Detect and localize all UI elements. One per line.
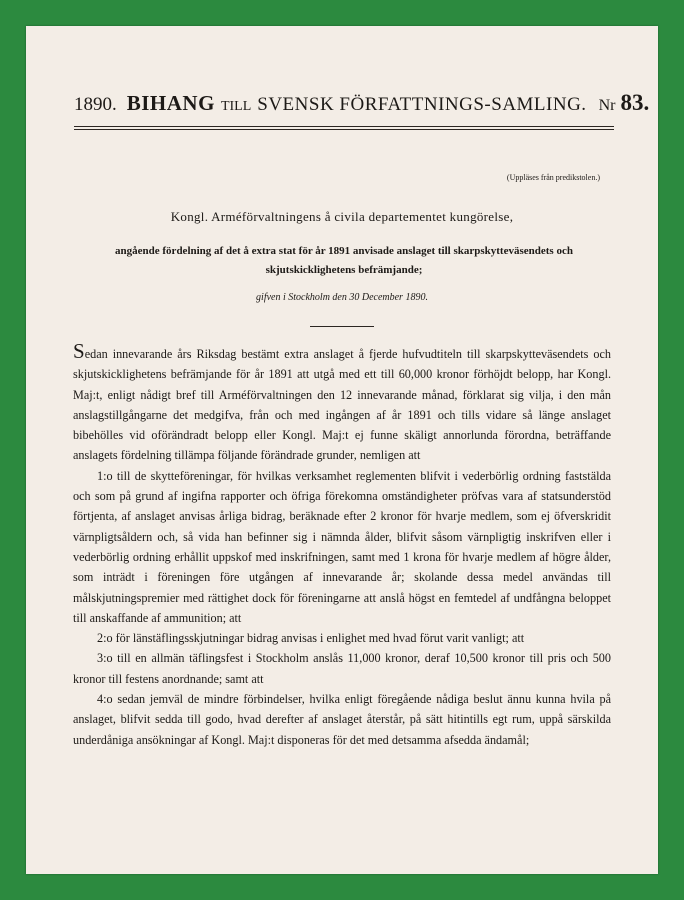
masthead-year: 1890.: [74, 94, 117, 115]
paragraph-4: 4:o sedan jemväl de mindre förbindelser, hvilka enligt föregående nådiga beslut ännu kunna hvila på anslaget, blifvit sedda till godo, hvad derefter af anslaget återstår, på sätt hitintills egt rum, uppå särskilda underdåniga ansökningar af Kongl. Maj:t disponeras för det med detsamma afsedda ändamål;: [73, 692, 611, 747]
masthead-till: TILL: [220, 99, 252, 114]
intro-text: edan innevarande års Riksdag bestämt extra anslaget å fjerde hufvudtiteln till skarpskytteväsendets och skjutskicklighetens befrämjande för år 1891 att utgå med ett till 60,000 kronor förhöjdt belopp, har Kongl. Maj:t, enligt nådigt bref till Arméförvaltningen den 12 innevarande månad, förklarat sig vilja, i den mån anslagstillgångarne det medgifva, från och med ingången af år 1891 och tills vidare så länge anslaget bibehölles vid oförändradt belopp eller Kongl. Maj:t ej funne skäligt annorlunda förordna, beträffande anslagets fördelning tillämpa följande förändrade grunder, nemligen att: [73, 347, 611, 463]
masthead-bihang: BIHANG: [126, 91, 215, 115]
masthead-title: SVENSK FÖRFATTNINGS-SAMLING.: [257, 94, 587, 115]
drop-cap: S: [73, 339, 85, 363]
paragraph-2: 2:o för länstäflingsskjutningar bidrag anvisas i enlighet med hvad förut varit vanligt; att: [97, 631, 525, 646]
given-date-line: gifven i Stockholm den 30 December 1890.: [256, 292, 428, 303]
document-page: [26, 26, 658, 874]
intro-paragraph: [73, 339, 611, 466]
announcement-title: Kongl. Arméförvaltningens å civila departementet kungörelse,: [170, 209, 514, 224]
masthead: [74, 90, 650, 122]
paragraph-1: 1:o till de skytteföreningar, för hvilkas verksamhet reglementen blifvit i vederbörlig ordning faststälda och som på grund af ingifna rapporter och öfriga förekomna omständigheter pröfvas vara af statsunderstöd förtjenta, af anslaget anvisas årliga bidrag, beräknade efter 2 kronor för hvarje medlem, som ej öfverskridit värnpligtsåldern och, så vida han befinner sig i nämnda ålder, blifvit såsom värnpligtig inskrifven eller i vederbörlig ordning erhållit uppskof med inskrifningen, samt med 1 krona för hvarje medlem af högre ålder, som inträdt i föreningen före utgången af innevarande år; skolande dessa medel användas till målskjutningspremier med rättighet dock för föreningarne att anslå högst en femtedel af undfångna beloppet till anskaffande af ammunition; att: [73, 468, 611, 625]
header-rule-top: [74, 126, 614, 127]
paragraph-3: 3:o till en allmän täflingsfest i Stockholm anslås 11,000 kronor, deraf 10,500 kronor till pris och 500 kronor till festens anordnande; samt att: [73, 651, 611, 686]
header-rule-bottom: [74, 129, 614, 130]
body-text: [73, 339, 611, 750]
reading-note: (Uppläses från predikstolen.): [506, 173, 600, 182]
masthead-number: 83.: [620, 90, 650, 115]
masthead-nr-label: Nr: [598, 97, 616, 114]
section-divider: [310, 326, 374, 327]
announcement-subtitle: angående fördelning af det å extra stat för år 1891 anvisade anslaget till skarpskytteväsendets och skjutskicklighetens befrämjande;: [115, 245, 573, 276]
